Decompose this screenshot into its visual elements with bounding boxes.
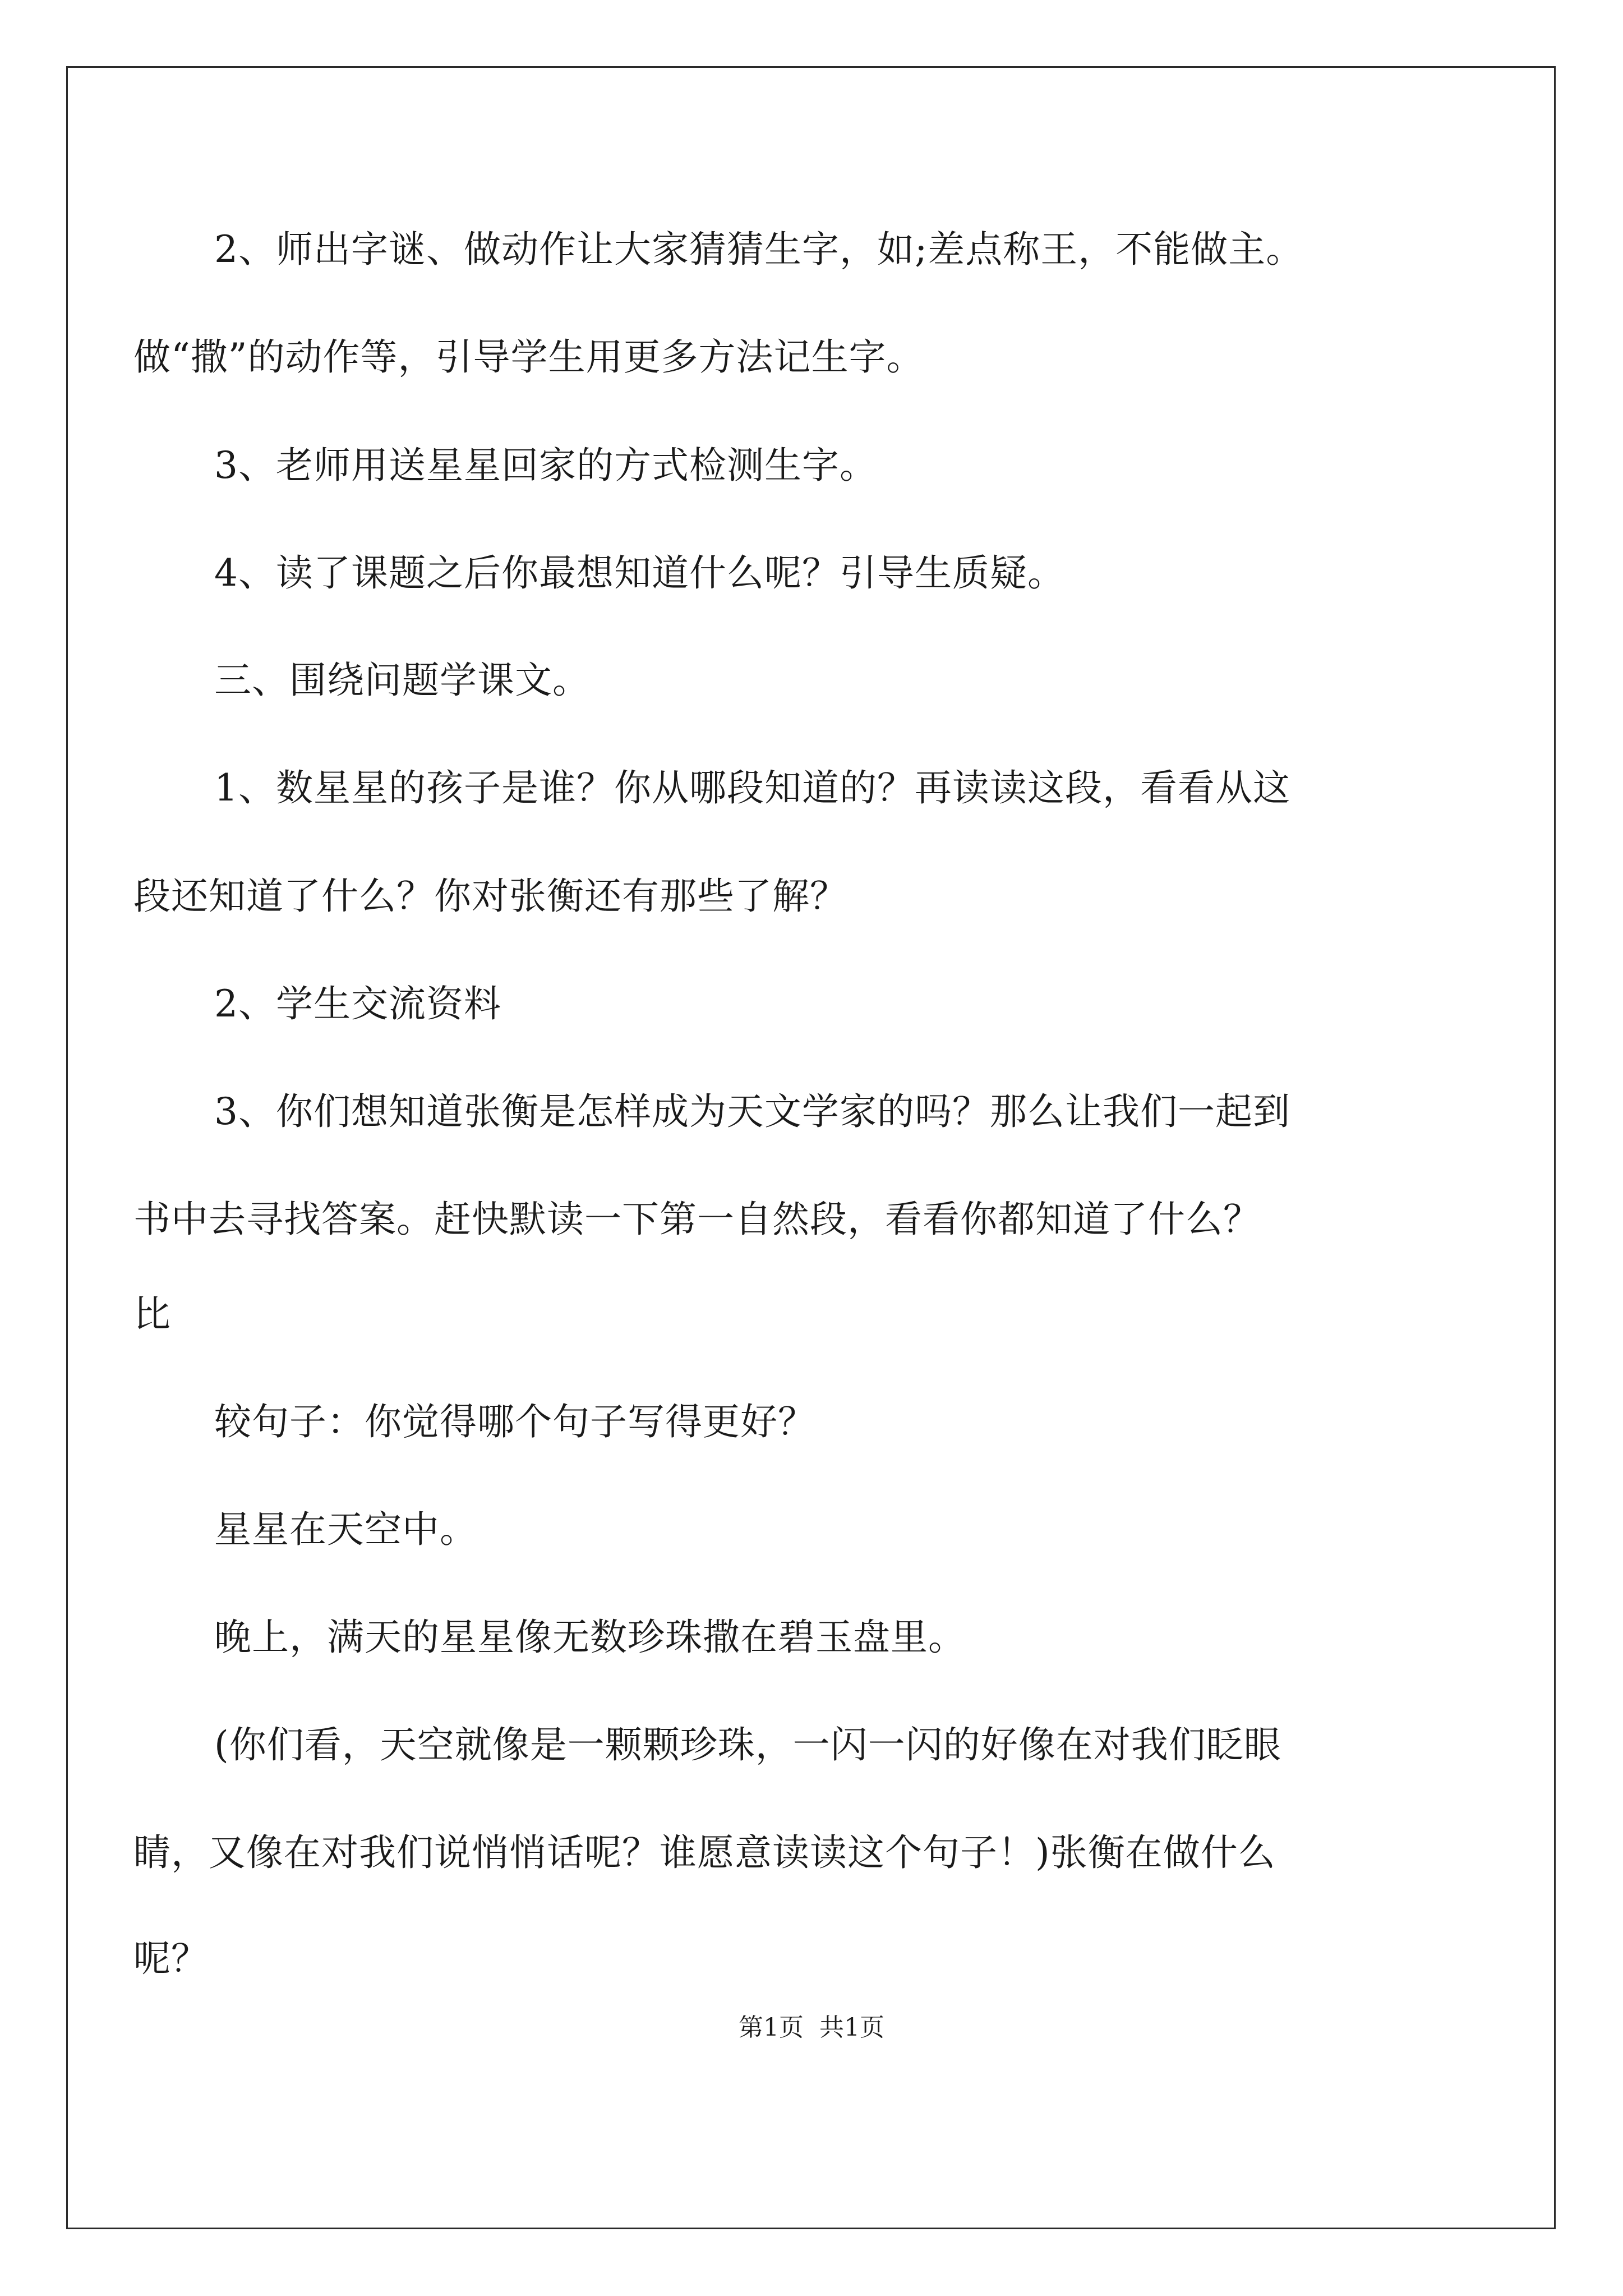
paragraph-line: 1、数星星的孩子是谁？你从哪段知道的？再读读这段，看看从这	[214, 766, 1290, 809]
paragraph-line: (你们看，天空就像是一颗颗珍珠，一闪一闪的好像在对我们眨眼	[214, 1723, 1281, 1766]
paragraph-line: 3、老师用送星星回家的方式检测生字。	[214, 444, 877, 487]
page-number-total: 共1页	[819, 2013, 884, 2042]
paragraph-line: 睛，又像在对我们说悄悄话呢？谁愿意读读这个句子！)张衡在做什么	[133, 1831, 1276, 1874]
paragraph-line: 呢？	[133, 1937, 209, 1980]
paragraph-line: 段还知道了什么？你对张衡还有那些了解？	[133, 875, 847, 918]
paragraph-line: 4、读了课题之后你最想知道什么呢？引导生质疑。	[214, 551, 1065, 595]
page-footer	[0, 2011, 1623, 2045]
paragraph-line: 晚上，满天的星星像无数珍珠撒在碧玉盘里。	[214, 1616, 966, 1659]
paragraph-line: 2、学生交流资料	[214, 982, 501, 1025]
paragraph-line: 2、师出字谜、做动作让大家猜猜生字，如;差点称王，不能做主。	[214, 228, 1304, 271]
section-heading: 三、围绕问题学课文。	[214, 659, 590, 702]
paragraph-line: 较句子：你觉得哪个句子写得更好？	[214, 1400, 815, 1443]
page-number-current: 第1页	[739, 2013, 804, 2042]
paragraph-line: 3、你们想知道张衡是怎样成为天文学家的吗？那么让我们一起到	[214, 1090, 1290, 1133]
paragraph-line: 书中去寻找答案。赶快默读一下第一自然段，看看你都知道了什么？	[133, 1198, 1261, 1241]
paragraph-line: 比	[133, 1292, 171, 1336]
paragraph-line: 星星在天空中。	[214, 1508, 477, 1551]
paragraph-line: 做“撒”的动作等，引导学生用更多方法记生字。	[133, 335, 924, 379]
